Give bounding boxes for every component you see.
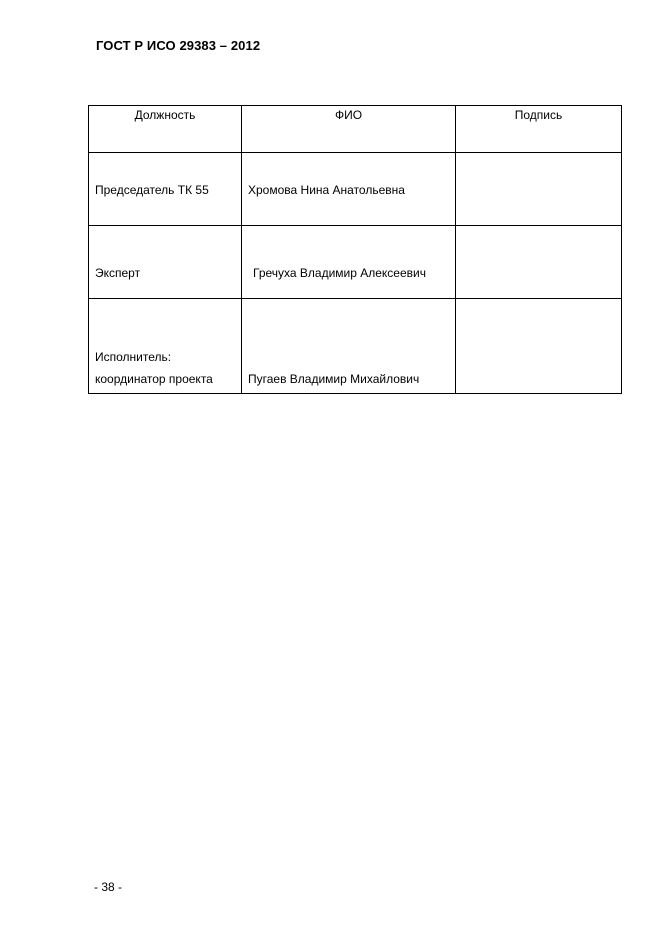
position-line: координатор проекта xyxy=(95,372,213,386)
name-cell xyxy=(242,153,456,226)
name-text: Пугаев Владимир Михайлович xyxy=(248,372,420,386)
document-header: ГОСТ Р ИСО 29383 – 2012 xyxy=(96,38,261,53)
signature-cell xyxy=(456,299,622,394)
position-cell xyxy=(89,299,242,394)
column-header-position: Должность xyxy=(89,106,242,153)
table-row xyxy=(89,226,622,299)
signature-table xyxy=(88,105,622,394)
name-cell xyxy=(242,299,456,394)
position-text xyxy=(95,346,213,390)
position-text: Председатель ТК 55 xyxy=(95,183,209,197)
position-cell xyxy=(89,226,242,299)
name-cell xyxy=(242,226,456,299)
name-text: Гречуха Владимир Алексеевич xyxy=(253,266,426,280)
page-number: - 38 - xyxy=(94,880,123,894)
signature-cell xyxy=(456,153,622,226)
name-text: Хромова Нина Анатольевна xyxy=(248,183,405,197)
table-row xyxy=(89,299,622,394)
column-header-name: ФИО xyxy=(242,106,456,153)
signature-cell xyxy=(456,226,622,299)
column-header-signature: Подпись xyxy=(456,106,622,153)
position-text: Эксперт xyxy=(95,266,141,280)
table-row xyxy=(89,153,622,226)
table-header-row xyxy=(89,106,622,153)
position-line: Исполнитель: xyxy=(95,350,172,364)
position-cell xyxy=(89,153,242,226)
